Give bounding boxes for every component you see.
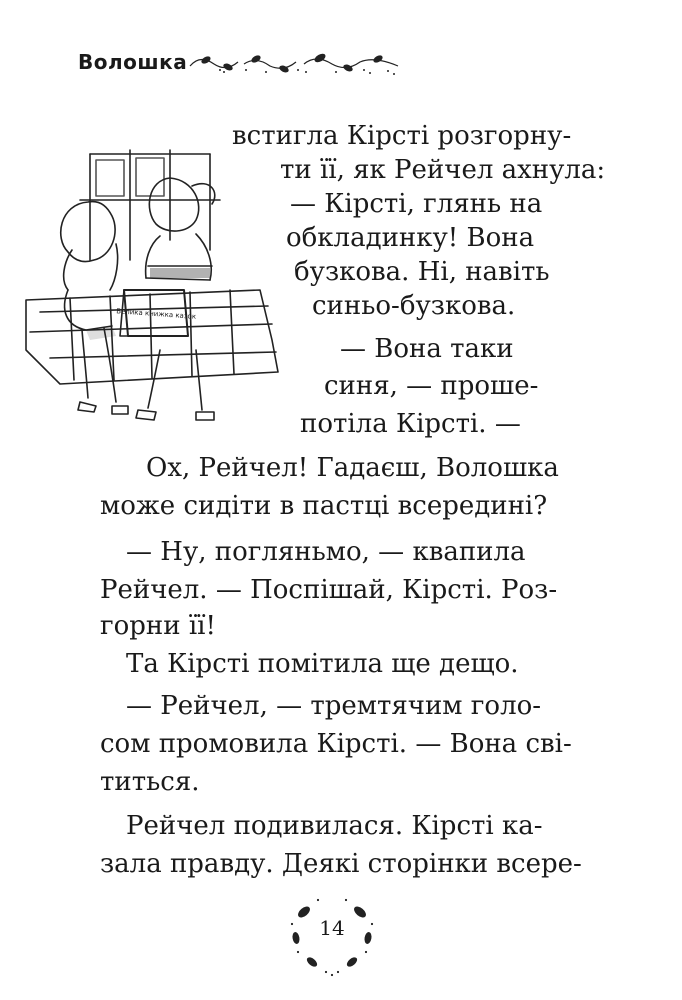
page-number: 14 [319, 916, 345, 940]
girls-reading-illustration [20, 140, 280, 440]
text-line: горни її! [100, 611, 216, 641]
text-line: — Вона таки [340, 334, 514, 364]
page-footer [282, 880, 382, 980]
text-line: Рейчел. — Поспішай, Кірсті. Роз- [100, 575, 558, 605]
text-line: Та Кірсті помітила ще дещо. [126, 649, 519, 679]
text-line: — Ну, погляньмо, — квапила [126, 537, 526, 567]
header-title: Волошка [78, 50, 188, 74]
running-header [78, 48, 408, 84]
text-line: бузкова. Ні, навіть [294, 257, 550, 287]
text-line: титься. [100, 767, 200, 797]
text-line: сом промовила Кірсті. — Вона сві- [100, 729, 572, 759]
text-line: може сидіти в пастці всередині? [100, 491, 548, 521]
text-line: зала правду. Деякі сторінки всере- [100, 849, 582, 879]
book-cover-title: Велика книжка казок [115, 307, 197, 321]
text-line: синя, — проше- [324, 371, 539, 401]
vine-ornament-icon [186, 48, 406, 78]
text-line: встигла Кірсті розгорну- [232, 121, 572, 151]
text-line: — Рейчел, — тремтячим голо- [126, 691, 542, 721]
text-line: ти її, як Рейчел ахнула: [280, 155, 606, 185]
text-line: Рейчел подивилася. Кірсті ка- [126, 811, 543, 841]
text-line: потіла Кірсті. — [300, 409, 521, 439]
text-line: Ох, Рейчел! Гадаєш, Волошка [146, 453, 559, 483]
text-line: обкладинку! Вона [286, 223, 535, 253]
text-line: — Кірсті, глянь на [290, 189, 543, 219]
text-line: синьо-бузкова. [312, 291, 516, 321]
